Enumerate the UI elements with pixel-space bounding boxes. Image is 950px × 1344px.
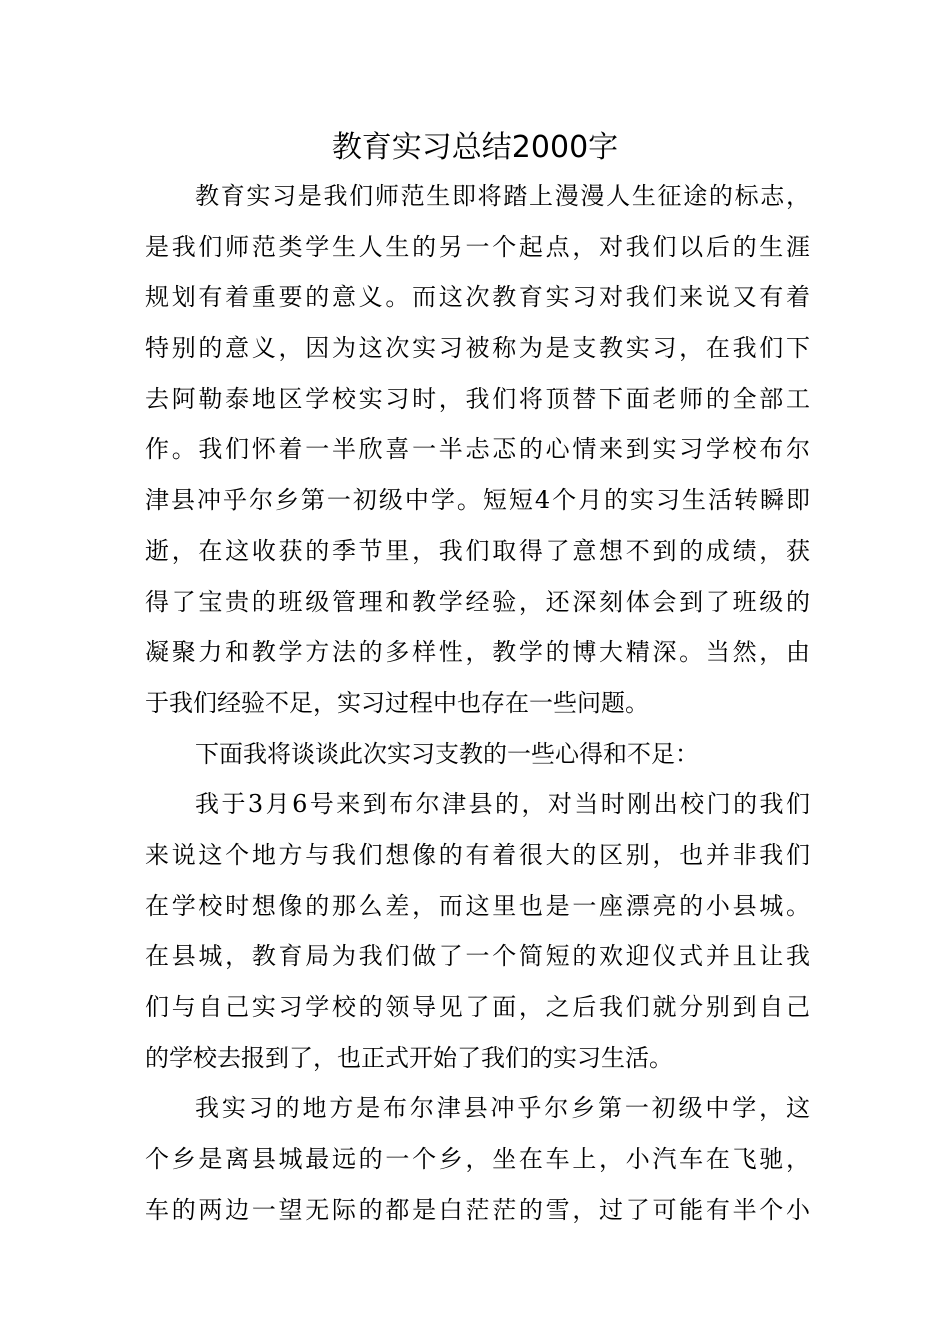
paragraph-line: 逝，在这收获的季节里，我们取得了意想不到的成绩，获 xyxy=(145,536,810,565)
paragraph-line: 津县冲乎尔乡第一初级中学。短短4个月的实习生活转瞬即 xyxy=(145,486,810,515)
paragraph-line: 作。我们怀着一半欣喜一半忐忑的心情来到实习学校布尔 xyxy=(145,435,810,464)
paragraph-line: 规划有着重要的意义。而这次教育实习对我们来说又有着 xyxy=(145,283,810,312)
document-title: 教育实习总结2000字 xyxy=(331,130,619,165)
document-body xyxy=(145,171,810,1235)
paragraph-line: 特别的意义，因为这次实习被称为是支教实习，在我们下 xyxy=(145,334,810,363)
paragraph-line: 来说这个地方与我们想像的有着很大的区别，也并非我们 xyxy=(145,840,810,869)
paragraph-line: 个乡是离县城最远的一个乡，坐在车上，小汽车在飞驰， xyxy=(145,1145,810,1174)
paragraph xyxy=(145,729,810,780)
paragraph-line: 凝聚力和教学方法的多样性，教学的博大精深。当然，由 xyxy=(145,638,810,667)
paragraph-line: 我实习的地方是布尔津县冲乎尔乡第一初级中学，这 xyxy=(195,1094,810,1123)
paragraph xyxy=(145,1083,810,1235)
paragraph-line: 去阿勒泰地区学校实习时，我们将顶替下面老师的全部工 xyxy=(145,384,810,413)
paragraph xyxy=(145,779,810,1083)
paragraph-line: 在县城，教育局为我们做了一个简短的欢迎仪式并且让我 xyxy=(145,942,810,971)
paragraph xyxy=(145,171,810,729)
paragraph-line: 的学校去报到了，也正式开始了我们的实习生活。 xyxy=(145,1043,673,1072)
paragraph-line: 车的两边一望无际的都是白茫茫的雪，过了可能有半个小 xyxy=(145,1195,810,1224)
paragraph-line: 是我们师范类学生人生的另一个起点，对我们以后的生涯 xyxy=(145,232,810,261)
paragraph-line: 在学校时想像的那么差，而这里也是一座漂亮的小县城。 xyxy=(145,891,810,920)
paragraph-line: 我于3月6号来到布尔津县的，对当时刚出校门的我们 xyxy=(195,790,810,819)
paragraph-line: 教育实习是我们师范生即将踏上漫漫人生征途的标志， xyxy=(195,182,810,210)
paragraph-line: 于我们经验不足，实习过程中也存在一些问题。 xyxy=(145,688,649,717)
paragraph-line: 们与自己实习学校的领导见了面，之后我们就分别到自己 xyxy=(145,993,810,1021)
paragraph-line: 得了宝贵的班级管理和教学经验，还深刻体会到了班级的 xyxy=(145,587,810,616)
paragraph-line: 下面我将谈谈此次实习支教的一些心得和不足： xyxy=(195,739,699,768)
